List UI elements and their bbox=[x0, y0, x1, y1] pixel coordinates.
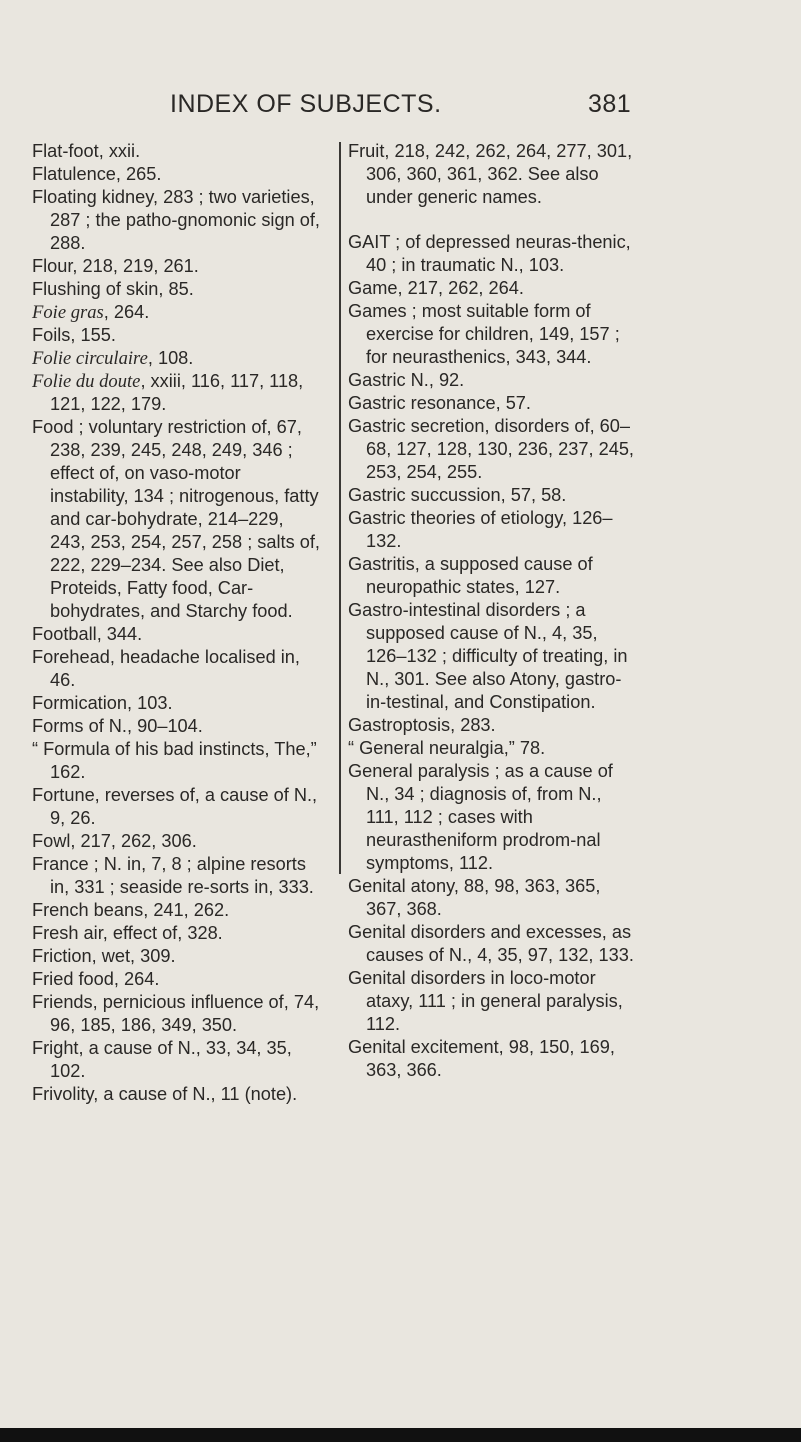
column-divider bbox=[339, 142, 341, 874]
scan-edge bbox=[0, 1428, 801, 1442]
index-entry bbox=[348, 277, 638, 300]
index-entry-text: Friction, wet, 309. bbox=[32, 946, 176, 966]
index-entry-text: Genital disorders and excesses, as causes of N., 4, 35, 97, 132, 133. bbox=[348, 922, 634, 965]
index-entry-text: Genital excitement, 98, 150, 169, 363, 366. bbox=[348, 1037, 615, 1080]
index-entry-text: Gastric theories of etiology, 126–132. bbox=[348, 508, 613, 551]
index-entry-text: , 108. bbox=[147, 348, 194, 368]
index-entry bbox=[348, 1036, 638, 1082]
index-entry bbox=[348, 875, 638, 921]
index-entry bbox=[32, 623, 322, 646]
index-entry-text: “ Formula of his bad instincts, The,” 162. bbox=[32, 739, 317, 782]
index-entry bbox=[348, 231, 638, 277]
index-entry-text: France ; N. in, 7, 8 ; alpine resorts in, 331 ; seaside re-sorts in, 333. bbox=[32, 854, 314, 897]
index-entry bbox=[32, 922, 322, 945]
index-entry bbox=[348, 553, 638, 599]
index-entry bbox=[32, 968, 322, 991]
running-header bbox=[170, 90, 670, 130]
index-entry-text: Game, 217, 262, 264. bbox=[348, 278, 524, 298]
index-entry-text: “ General neuralgia,” 78. bbox=[348, 738, 546, 758]
index-entry-text: Flat-foot, xxii. bbox=[32, 141, 141, 161]
index-entry bbox=[32, 416, 322, 623]
index-entry bbox=[32, 1083, 322, 1106]
header-title: INDEX OF SUBJECTS. bbox=[170, 90, 442, 118]
index-entry bbox=[32, 301, 322, 324]
index-entry-text: Gastric resonance, 57. bbox=[348, 393, 531, 413]
index-entry bbox=[32, 278, 322, 301]
index-entry bbox=[32, 255, 322, 278]
index-entry bbox=[32, 347, 322, 370]
index-entry-text: Friends, pernicious influence of, 74, 96, 185, 186, 349, 350. bbox=[32, 992, 320, 1035]
index-entry-text: Gastric secretion, disorders of, 60–68, 127, 128, 130, 236, 237, 245, 253, 254, 255. bbox=[348, 416, 634, 482]
index-entry bbox=[348, 967, 638, 1036]
index-entry bbox=[348, 415, 638, 484]
index-entry-text: Gastric succussion, 57, 58. bbox=[348, 485, 567, 505]
index-entry bbox=[32, 1037, 322, 1083]
index-entry bbox=[348, 300, 638, 369]
index-entry bbox=[348, 599, 638, 714]
index-entry-text: , xxiii, 116, 117, 118, 121, 122, 179. bbox=[50, 371, 304, 414]
index-entry bbox=[348, 140, 638, 209]
index-entry-text: Genital disorders in loco-motor ataxy, 111 ; in general paralysis, 112. bbox=[348, 968, 623, 1034]
index-entry bbox=[32, 830, 322, 853]
index-entry-text: Fright, a cause of N., 33, 34, 35, 102. bbox=[32, 1038, 292, 1081]
index-entry-text: Forehead, headache localised in, 46. bbox=[32, 647, 300, 690]
index-entry bbox=[32, 186, 322, 255]
index-entry bbox=[348, 392, 638, 415]
index-entry-text: Flushing of skin, 85. bbox=[32, 279, 194, 299]
index-entry-text: Forms of N., 90–104. bbox=[32, 716, 203, 736]
index-entry-text: French beans, 241, 262. bbox=[32, 900, 230, 920]
index-entry-text: , 264. bbox=[103, 302, 150, 322]
index-entry-text: Gastro-intestinal disorders ; a supposed cause of N., 4, 35, 126–132 ; difficulty of treating, in N., 301. See also Atony, gastro-in-testinal, and Constipation. bbox=[348, 600, 628, 712]
index-entry-term: Foie gras bbox=[32, 302, 104, 323]
index-entry bbox=[348, 507, 638, 553]
index-entry-text: Frivolity, a cause of N., 11 (note). bbox=[32, 1084, 298, 1104]
index-entry-text: Fresh air, effect of, 328. bbox=[32, 923, 223, 943]
index-entry-text: Gastritis, a supposed cause of neuropathic states, 127. bbox=[348, 554, 593, 597]
index-entry-text: Fruit, 218, 242, 262, 264, 277, 301, 306, 360, 361, 362. See also under generic names. bbox=[348, 141, 633, 207]
index-entry bbox=[32, 784, 322, 830]
index-entry-text: Food ; voluntary restriction of, 67, 238, 239, 245, 248, 249, 346 ; effect of, on vaso-motor instability, 134 ; nitrogenous, fatty and car-bohydrate, 214–229, 243, 253, 254, 257, 258 ; salts of, 222, 229–234. See also Diet, Proteids, Fatty food, Car-bohydrates, and Starchy food. bbox=[32, 417, 320, 621]
index-entry-term: Folie circulaire bbox=[32, 348, 148, 369]
index-entry-text: Fortune, reverses of, a cause of N., 9, 26. bbox=[32, 785, 318, 828]
index-entry-term: Folie du doute bbox=[32, 371, 141, 392]
index-entry bbox=[32, 140, 322, 163]
index-entry-text: Formication, 103. bbox=[32, 693, 173, 713]
index-entry bbox=[32, 899, 322, 922]
index-entry bbox=[348, 714, 638, 737]
index-entry-text: Gastric N., 92. bbox=[348, 370, 465, 390]
index-entry-text: Gastroptosis, 283. bbox=[348, 715, 496, 735]
index-entry bbox=[32, 945, 322, 968]
index-entry bbox=[32, 991, 322, 1037]
index-entry bbox=[32, 853, 322, 899]
index-entry-text: General paralysis ; as a cause of N., 34 ; diagnosis of, from N., 111, 112 ; cases with neurastheniform prodrom-nal symptoms, 112. bbox=[348, 761, 613, 873]
index-entry-text: Football, 344. bbox=[32, 624, 143, 644]
page-number: 381 bbox=[588, 90, 632, 118]
index-entry bbox=[32, 646, 322, 692]
index-entry-text: Flatulence, 265. bbox=[32, 164, 162, 184]
index-entry bbox=[32, 715, 322, 738]
index-entry bbox=[32, 163, 322, 186]
index-entry bbox=[32, 324, 322, 347]
index-entry-text: Games ; most suitable form of exercise for children, 149, 157 ; for neurasthenics, 343, 344. bbox=[348, 301, 620, 367]
index-entry bbox=[348, 921, 638, 967]
index-entry-text: GAIT ; of depressed neuras-thenic, 40 ; in traumatic N., 103. bbox=[348, 232, 631, 275]
index-entry bbox=[348, 760, 638, 875]
index-entry bbox=[32, 370, 322, 416]
index-entry-text: Foils, 155. bbox=[32, 325, 116, 345]
index-entry bbox=[32, 738, 322, 784]
index-entry bbox=[348, 484, 638, 507]
index-entry-text: Fried food, 264. bbox=[32, 969, 160, 989]
index-entry-text: Flour, 218, 219, 261. bbox=[32, 256, 199, 276]
index-entry bbox=[348, 737, 638, 760]
index-entry-text: Fowl, 217, 262, 306. bbox=[32, 831, 197, 851]
index-entry-text: Genital atony, 88, 98, 363, 365, 367, 368. bbox=[348, 876, 601, 919]
index-entry-text: Floating kidney, 283 ; two varieties, 287 ; the patho-gnomonic sign of, 288. bbox=[32, 187, 320, 253]
index-entry bbox=[32, 692, 322, 715]
index-column-left bbox=[32, 140, 322, 1106]
index-entry bbox=[348, 369, 638, 392]
index-column-right bbox=[348, 140, 638, 1082]
